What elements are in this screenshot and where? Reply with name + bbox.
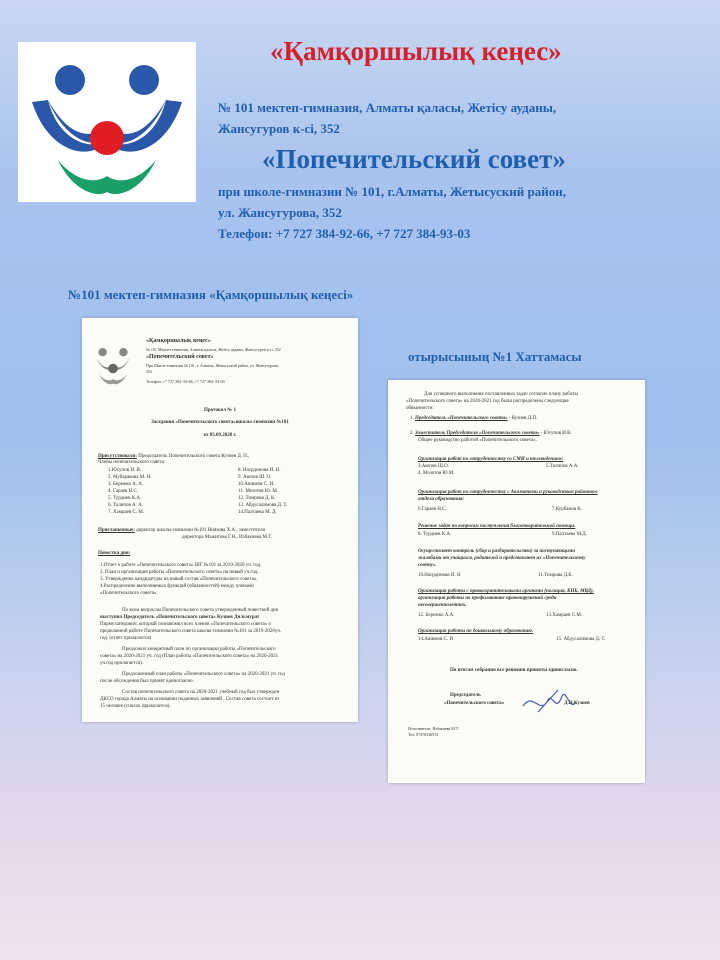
- phone: Телефон: +7 727 384-92-66, +7 727 384-93-03: [218, 226, 471, 241]
- d2-chair-name: Д.П.Кузиев: [564, 701, 590, 706]
- d1-member-l: 1.Юсупов И. В.: [108, 468, 142, 473]
- d1-hdr2: № 101 Мектеп-гимназия, Алматы қаласы, Жетісу ауданы, Жансугуров к-сі, 352: [146, 347, 281, 352]
- d1-member-r: 13. Абдусалимова Д. Т.: [238, 503, 288, 508]
- title-ru: «Попечительский совет»: [262, 144, 566, 174]
- d1-member-r: 12. Тимрова Д. К.: [238, 496, 276, 501]
- address-kz-line2: Жансугуров к-сі, 352: [218, 121, 340, 136]
- d1-hdr3: «Попечительский совет»: [146, 354, 214, 360]
- address-ru-line2: ул. Жансугурова, 352: [218, 205, 342, 220]
- d2-role2-sub: Общее руководство работой «Попечительского совета».: [418, 438, 538, 443]
- d1-member-l: 2. Мубаракова М. Н.: [108, 475, 152, 480]
- family-hands-logo-icon: [18, 42, 196, 202]
- d2-s5-a: 12. Бережко А.А.: [418, 613, 455, 618]
- d1-hdr5: 352: [146, 369, 152, 374]
- d2-chair1: Председатель: [450, 693, 481, 698]
- d1-body-line: выступил Председатель «Попечительского совета» Кузиев Дильмурат: [100, 615, 260, 620]
- d2-tel: Тел: 87478336915: [408, 732, 439, 737]
- d1-member-r: 9. Аюпов Ш. О.: [238, 475, 272, 480]
- d1-session: Заседания «Попечительского совета»школы-гимназии №101: [151, 420, 289, 425]
- address-kz-line1: № 101 мектеп-гимназия, Алматы қаласы, Жетісу ауданы,: [218, 100, 557, 115]
- d2-s2a: Организация работ по сотрудничеству с Акиматами и руководством районного: [418, 490, 598, 495]
- d1-agenda-item: 1.Отчет о работе «Попечительского совета» ШГ №101 за 2019-2020 уч. год.: [100, 563, 262, 568]
- d2-s5-b: 13.Хамраев С.М.: [546, 613, 583, 618]
- d1-member-l: 3. Бережко А. А.: [108, 482, 144, 487]
- mini-logo: [88, 340, 138, 388]
- d2-result: По итогам собрания все решения приняты единогласно.: [450, 668, 578, 673]
- d1-agenda-item: «Попечительского совета».: [100, 591, 158, 596]
- caption-right: отырысының №1 Хаттамасы: [408, 349, 582, 364]
- d2-s6-b: 15. Абдусалимова Д. Т.: [556, 637, 606, 642]
- d1-agenda-label: Повестка дня:: [98, 551, 131, 556]
- d2-s6-a: 14.Ашимов С. И: [418, 637, 454, 642]
- d2-s1: Организация работ по сотрудничеству со СМИ и телевидением:: [418, 457, 564, 462]
- d1-agenda-item: 3. Утверждение кандидатуры на новый состав «Попечительского совета».: [100, 577, 258, 582]
- d1-invited: Приглашенные: директор школы-гимназии №101 Нияэова Х.А., заместители: [98, 528, 266, 533]
- d1-body-line: По всем вопросам Попечительского совета утвержденный повесткой дня: [122, 608, 278, 613]
- d1-hdr1: «Қамқоршылық кеңес»: [146, 338, 211, 344]
- d2-s4b: жалобами от учащихся, родителей и представляет их «Попечительскому: [418, 556, 586, 561]
- d2-s4-b: 11.Тимрова Д.К.: [538, 573, 573, 578]
- d2-s1b: 5.Талипов А.А.: [546, 464, 579, 469]
- d2-s4c: совету».: [418, 563, 437, 568]
- d2-intro: обязанности:: [406, 406, 434, 411]
- d1-agenda-item: 4.Распределение выполняемых функций (обязанностей) между членами: [100, 584, 254, 589]
- d2-s3-b: 9.Палтаева М.Д.: [552, 532, 587, 537]
- d2-s1a: 3.Аюпов Ш.О.: [418, 464, 450, 469]
- d1-member-l: 6. Талипов А. А.: [108, 503, 144, 508]
- d1-body-line: Состав попечительского совета на 2020-2021 учебный год был утвержден: [122, 690, 280, 695]
- protocol-page-1: [82, 318, 358, 722]
- d1-members-label: Члены попечительского совета:: [98, 460, 166, 465]
- d1-invited2: директора Мажитова Г.Н., Избакиева М.Т.: [182, 535, 272, 540]
- title-kz: «Қамқоршылық кеңес»: [270, 36, 562, 66]
- d2-s4-a: 10.Насрдинова И. Н: [418, 573, 461, 578]
- d1-body-line: 15 человек (список прилагается).: [100, 704, 171, 709]
- d1-member-r: 14.Палтаева М. Д.: [238, 510, 277, 515]
- d2-s2-a: 6.Гараев Н.С.: [418, 507, 447, 512]
- d2-s4a: Осуществляет контроль (сбор и разбирательство) за поступающими: [418, 549, 576, 554]
- d1-protocol: Протокол № 1: [203, 408, 237, 413]
- d2-intro: «Попечительского совета» на 2020-2021 год были распределены следующие: [406, 399, 569, 404]
- d1-present: Присутствовали: Председатель Попечительского совета Кузиев Д. П.,: [98, 454, 250, 459]
- d1-member-l: 5. Турдиев К.А.: [108, 496, 142, 501]
- d2-s1c: 4. Мозотов Ю.М.: [418, 471, 455, 476]
- d2-intro: Для успешного выполнения поставленных задач согласно плану работы: [424, 392, 578, 397]
- d2-s6: Организация работы по дошкольному образованию.: [418, 629, 534, 634]
- d1-body-line: Предложенный план работы «Попечительского совета» на 2020-2021 уч. год: [122, 672, 285, 677]
- d2-exec: Исполнитель: Избакиева М.Т.: [408, 726, 459, 731]
- d1-date: от 03.09.2020 г.: [203, 433, 237, 438]
- d1-hdr4: При Школе-гимназии № 101, г. Алматы, Жетысуский район, ул. Жансугурова,: [146, 363, 280, 368]
- d2-s5a: Организация работы с правоохранительными органами (полиция, КНБ, МВД),: [418, 589, 594, 594]
- d2-role1: 1. Председатель «Попечительского совета» - Кузиев Д.П.: [410, 416, 538, 421]
- d2-s5b: организация работы по профилактике правонарушений среди: [418, 596, 557, 601]
- d1-hdr6: Телефон: +7 727 384- 92-66, +7 727 384- 93-03: [146, 379, 225, 384]
- d2-s2b: отдела образования:: [418, 497, 465, 502]
- d2-s3-a: 8. Турдиев К.А.: [418, 532, 452, 537]
- d2-s2-b: 7.Курбанов К.: [552, 507, 582, 512]
- protocol-page-2: [388, 380, 645, 783]
- d1-member-l: 4. Гараев Н.С.: [108, 489, 138, 494]
- d1-body-line: совета» на 2020-2021 уч. год (План работы «Попечительского совета» на 2020-2021: [100, 654, 279, 659]
- d1-body-line: после обсуждения был принят единогласно.: [100, 679, 194, 684]
- caption-left: №101 мектеп-гимназия «Қамқоршылық кеңесі»: [68, 287, 354, 302]
- d1-body-line: Предложил конкретный план по организации работы «Попечительского: [122, 647, 276, 652]
- d1-body-line: год. (отчет прилагается): [100, 636, 152, 641]
- d1-body-line: уч.год прилагается).: [100, 661, 144, 666]
- d1-member-r: 11. Мозотов Ю. М.: [238, 489, 279, 494]
- d2-s5c: несовершеннолетних.: [418, 603, 467, 608]
- d2-chair2: «Попечительского совета»: [444, 701, 505, 706]
- d2-s3: Решение задач по вопросам поступления благотворительной помощи.: [418, 524, 576, 529]
- d1-member-l: 7. Хамраев С. М.: [108, 510, 145, 515]
- address-ru-line1: при школе-гимназии № 101, г.Алматы, Жетысуский район,: [218, 184, 566, 199]
- family-hands-logo-icon: [88, 340, 138, 388]
- d1-body-line: проделанной работе Попечительского совета школы-гимназии №101 за 2019-2020уч.: [100, 629, 282, 634]
- d1-member-r: 8. Насрдинова Н. Н.: [238, 468, 281, 473]
- d2-role2: 2. Заместитель Председателя «Попечительского совета» - Юсупов И.В.: [410, 431, 572, 436]
- council-logo: [18, 42, 196, 202]
- d1-agenda-item: 2. План и организация работы «Попечительского совета» на новый уч.год.: [100, 570, 259, 575]
- d1-member-r: 10.Ашимов С. И.: [238, 482, 275, 487]
- d1-body-line: Пирмуханедович, который познакомил всех членов «Попечительского совета» о: [100, 622, 272, 627]
- d1-body-line: ДКСО города Алматы на основании поданных заявлений . Состав совета состоит из: [100, 697, 280, 702]
